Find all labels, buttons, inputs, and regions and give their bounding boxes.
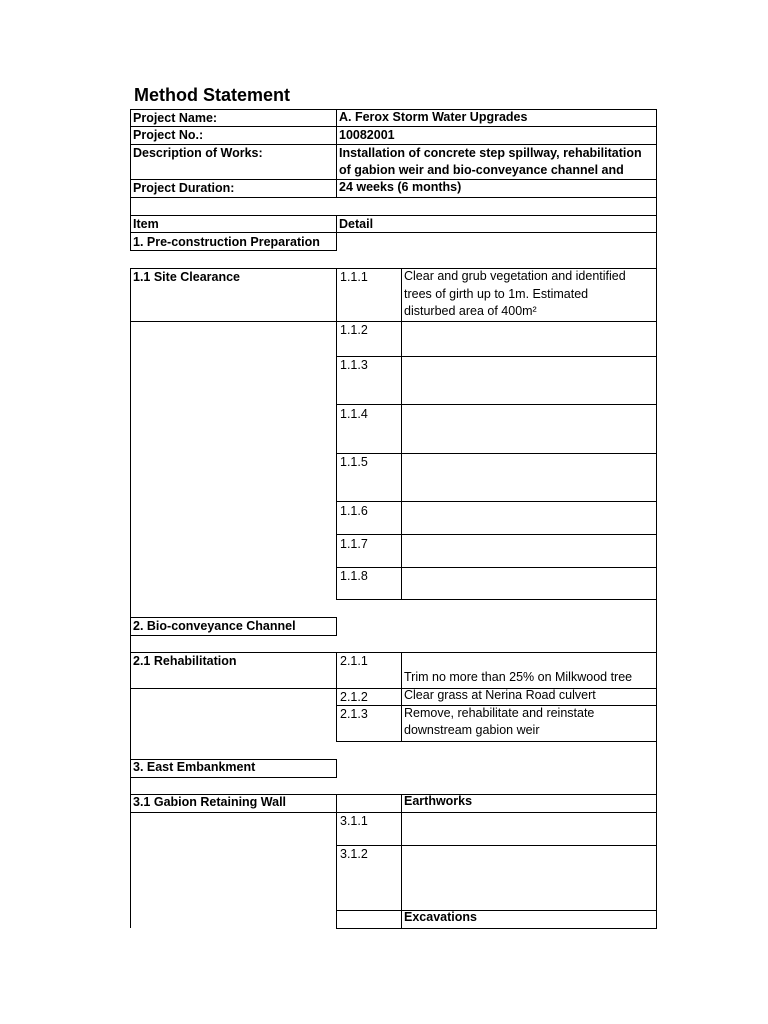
detail-subheading: Excavations xyxy=(404,910,477,924)
item-number: 3.1.1 xyxy=(340,814,368,828)
project-no-value: 10082001 xyxy=(339,128,395,142)
page-title: Method Statement xyxy=(134,85,291,105)
section-heading: 1. Pre-construction Preparation xyxy=(133,235,320,249)
section-heading: 3. East Embankment xyxy=(133,760,256,774)
project-name-label: Project Name: xyxy=(133,111,218,125)
subsection-heading: 3.1 Gabion Retaining Wall xyxy=(133,795,287,809)
section-heading: 2. Bio-conveyance Channel xyxy=(133,619,296,633)
description-value-line1: Installation of concrete step spillway, rehabilitation xyxy=(339,146,642,160)
subsection-heading: 1.1 Site Clearance xyxy=(133,270,241,284)
item-detail-line: Clear and grub vegetation and identified xyxy=(404,269,626,283)
item-number: 2.1.3 xyxy=(340,707,368,721)
item-number: 1.1.4 xyxy=(340,407,368,421)
item-number: 2.1.2 xyxy=(340,690,368,704)
item-number: 1.1.1 xyxy=(340,270,368,284)
item-detail-line: Clear grass at Nerina Road culvert xyxy=(404,688,596,702)
item-number: 1.1.3 xyxy=(340,358,368,372)
detail-subheading: Earthworks xyxy=(404,794,473,808)
item-number: 1.1.5 xyxy=(340,455,368,469)
description-label: Description of Works: xyxy=(133,146,263,160)
item-number: 1.1.7 xyxy=(340,537,368,551)
column-header-item: Item xyxy=(133,217,159,231)
item-number: 1.1.2 xyxy=(340,323,368,337)
item-detail-line: Remove, rehabilitate and reinstate xyxy=(404,706,595,720)
item-number: 3.1.2 xyxy=(340,847,368,861)
item-detail-line: downstream gabion weir xyxy=(404,723,540,737)
description-value-line2: of gabion weir and bio-conveyance channel and xyxy=(339,163,624,177)
item-detail-line: Trim no more than 25% on Milkwood tree xyxy=(404,670,633,684)
item-detail-line: trees of girth up to 1m. Estimated xyxy=(404,287,589,301)
project-no-label: Project No.: xyxy=(133,128,204,142)
item-number: 2.1.1 xyxy=(340,654,368,668)
item-detail-line: disturbed area of 400m² xyxy=(404,304,537,318)
item-number: 1.1.6 xyxy=(340,504,368,518)
subsection-heading: 2.1 Rehabilitation xyxy=(133,654,237,668)
column-header-detail: Detail xyxy=(339,217,374,231)
duration-value: 24 weeks (6 months) xyxy=(339,180,462,194)
project-name-value: A. Ferox Storm Water Upgrades xyxy=(339,110,528,124)
item-number: 1.1.8 xyxy=(340,569,368,583)
duration-label: Project Duration: xyxy=(133,181,235,195)
